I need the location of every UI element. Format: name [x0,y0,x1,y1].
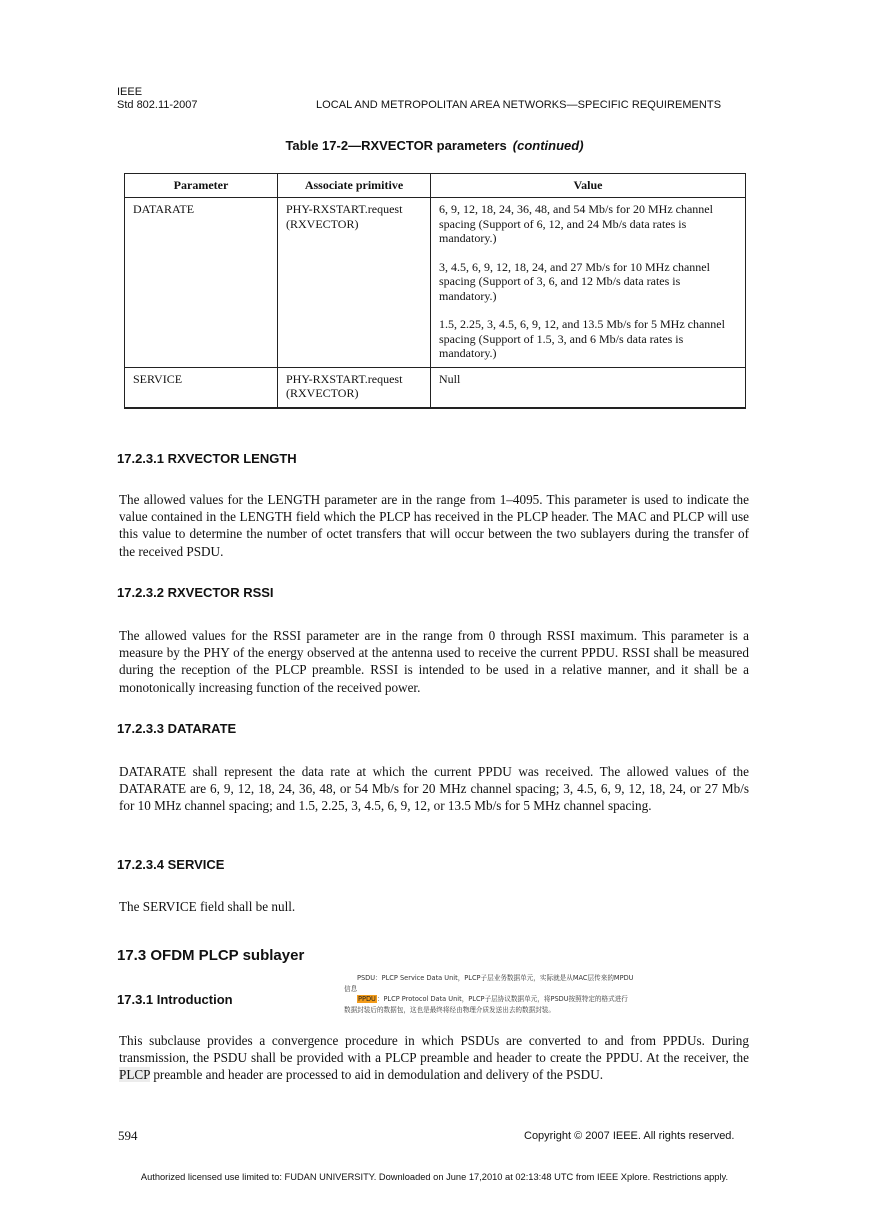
cell-parameter: DATARATE [125,198,278,368]
copyright-notice: Copyright © 2007 IEEE. All rights reserved. [524,1130,735,1142]
value-paragraph: Null [439,371,461,386]
header-org: IEEE [117,86,143,98]
annotation-line: PSDU：PLCP Service Data Unit，PLCP子层业务数据单元，实际就是从MAC层传来的MPDU [357,974,634,982]
cell-primitive: PHY-RXSTART.request (RXVECTOR) [278,198,431,368]
paragraph-datarate: DATARATE shall represent the data rate at which the current PPDU was received. The allowed values of the DATARATE are 6, 9, 12, 18, 24, 36, 48, or 54 Mb/s for 20 MHz channel spacing; 3, 4.5, 6, 9, 12, 18, 24, or 27 Mb/s for 10 MHz channel spacing; and 1.5, 2.25, 3, 4.5, 6, 9, 12, or 13.5 Mb/s for 5 MHz channel spacing. [119,764,749,814]
value-paragraph: 6, 9, 12, 18, 24, 36, 48, and 54 Mb/s for 20 MHz channel spacing (Support of 6, 12, and 24 Mb/s data rates is mandatory.) [439,202,713,245]
section-heading-rxvector-length: 17.2.3.1 RXVECTOR LENGTH [117,451,297,466]
section-heading-service: 17.2.3.4 SERVICE [117,857,225,872]
table-caption-title: Table 17-2—RXVECTOR parameters [285,138,507,153]
intro-text: This subclause provides a convergence procedure in which PSDUs are converted to and from PPDUs. During transmission, the PSDU shall be provided with a PLCP preamble and header to create the PPDU. At the receiver, the [119,1033,749,1066]
column-header-parameter: Parameter [125,174,278,198]
section-heading-rxvector-rssi: 17.2.3.2 RXVECTOR RSSI [117,585,274,600]
section-heading-datarate: 17.2.3.3 DATARATE [117,721,237,736]
annotation-note [344,973,684,1015]
section-heading-introduction: 17.3.1 Introduction [117,992,233,1007]
value-paragraph: 3, 4.5, 6, 9, 12, 18, 24, and 27 Mb/s for 10 MHz channel spacing (Support of 3, 6, and 12 Mb/s data rates is mandatory.) [439,259,710,303]
annotation-ppdu-tag: PPDU [358,995,376,1003]
column-header-value: Value [431,174,746,198]
running-header-title: LOCAL AND METROPOLITAN AREA NETWORKS—SPECIFIC REQUIREMENTS [316,99,722,111]
cell-primitive: PHY-RXSTART.request (RXVECTOR) [278,367,431,408]
paragraph-rxvector-length: The allowed values for the LENGTH parameter are in the range from 1–4095. This parameter is used to indicate the value contained in the LENGTH field which the PLCP has received in the PLCP header. The MAC and PLCP will use this value to determine the number of octet transfers that will occur between the two sublayers during the transfer of the received PSDU. [119,492,749,559]
value-paragraph: 1.5, 2.25, 3, 4.5, 6, 9, 12, and 13.5 Mb/s for 5 MHz channel spacing (Support of 1.5, 3, and 6 Mb/s data rates is mandatory.) [439,317,725,360]
highlighted-term: PLCP [119,1067,151,1083]
rxvector-table [124,173,746,409]
table-header-row [125,174,746,198]
table-row [125,367,746,408]
cell-value [431,198,746,368]
annotation-line: 数据封装后的数据包，这也是最终将经由物理介质发送出去的数据封装。 [344,1005,555,1014]
annotation-text: ：PLCP Protocol Data Unit，PLCP子层协议数据单元，将PSDU按照特定的格式进行 [376,995,628,1003]
paragraph-service: The SERVICE field shall be null. [119,899,296,914]
table-caption-suffix: (continued) [512,138,584,153]
paragraph-rxvector-rssi: The allowed values for the RSSI parameter are in the range from 0 through RSSI maximum. This parameter is a measure by the PHY of the energy observed at the antenna used to receive the current PPDU. RSSI shall be measured during the reception of the PLCP preamble. RSSI is intended to be used in a relative manner, and it shall be a monotonically increasing function of the received power. [119,628,749,695]
cell-value [431,367,746,408]
header-std: Std 802.11-2007 [117,99,198,111]
annotation-line: 信息 [344,984,358,993]
column-header-primitive: Associate primitive [278,174,431,198]
page-number: 594 [118,1128,138,1143]
running-header-left [117,86,198,112]
license-notice: Authorized licensed use limited to: FUDAN UNIVERSITY. Downloaded on June 17,2010 at 02:13:48 UTC from IEEE Xplore. Restrictions apply. [140,1172,729,1182]
annotation-line [344,994,684,1005]
table-caption [0,138,869,153]
intro-text: preamble and header are processed to aid in demodulation and delivery of the PSDU. [150,1067,604,1083]
table-row [125,198,746,368]
section-heading-ofdm-plcp: 17.3 OFDM PLCP sublayer [117,947,305,964]
paragraph-introduction [119,1032,749,1084]
cell-parameter: SERVICE [125,367,278,408]
